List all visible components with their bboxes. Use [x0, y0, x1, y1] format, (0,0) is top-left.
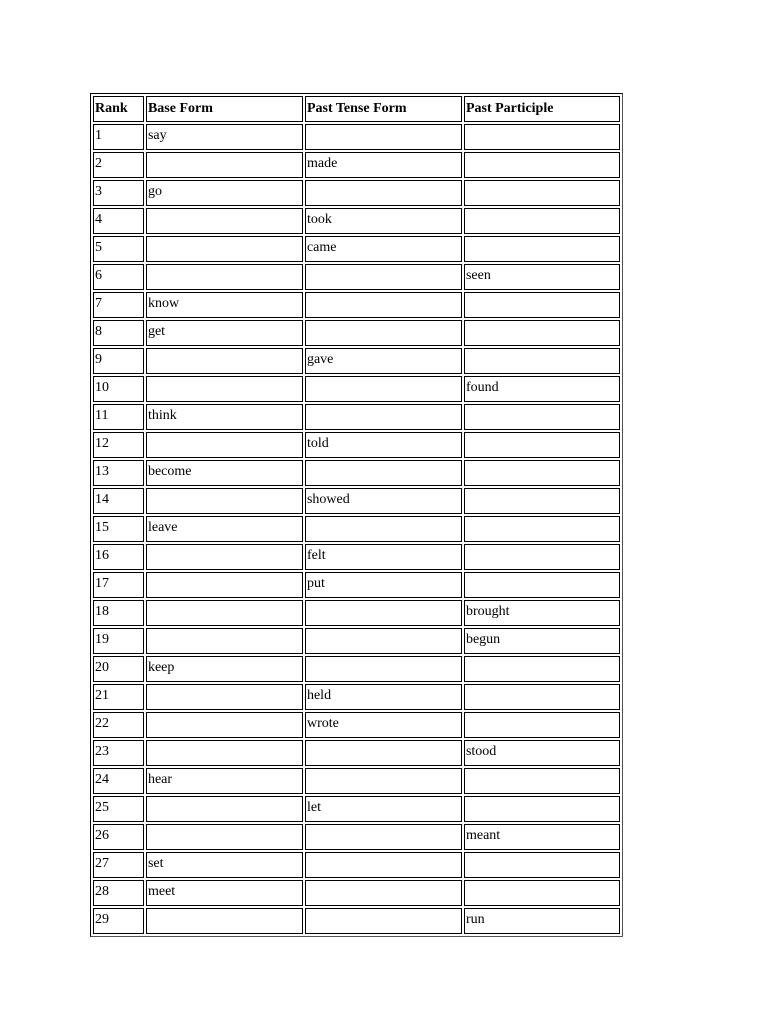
table-row [93, 656, 620, 682]
table-row [93, 684, 620, 710]
past-participle-cell [464, 236, 620, 262]
table-row [93, 124, 620, 150]
table-row [93, 404, 620, 430]
past-tense-cell [305, 320, 462, 346]
table-row [93, 320, 620, 346]
rank-cell: 9 [93, 348, 144, 374]
past-tense-cell: put [305, 572, 462, 598]
past-tense-cell [305, 292, 462, 318]
base-form-cell [146, 572, 303, 598]
base-form-cell: keep [146, 656, 303, 682]
base-form-cell [146, 236, 303, 262]
base-form-cell [146, 376, 303, 402]
rank-cell: 7 [93, 292, 144, 318]
rank-cell: 18 [93, 600, 144, 626]
base-form-cell [146, 628, 303, 654]
base-form-cell [146, 740, 303, 766]
past-participle-cell [464, 572, 620, 598]
base-form-cell [146, 712, 303, 738]
base-form-cell: set [146, 852, 303, 878]
base-form-cell [146, 488, 303, 514]
past-tense-cell: came [305, 236, 462, 262]
base-form-cell [146, 796, 303, 822]
past-tense-cell [305, 656, 462, 682]
past-tense-cell [305, 124, 462, 150]
past-tense-cell [305, 516, 462, 542]
past-tense-cell: showed [305, 488, 462, 514]
table-row [93, 852, 620, 878]
past-participle-cell [464, 544, 620, 570]
past-tense-cell: made [305, 152, 462, 178]
rank-cell: 16 [93, 544, 144, 570]
rank-cell: 12 [93, 432, 144, 458]
rank-cell: 23 [93, 740, 144, 766]
table-row [93, 348, 620, 374]
rank-cell: 26 [93, 824, 144, 850]
past-tense-cell [305, 824, 462, 850]
past-participle-cell: brought [464, 600, 620, 626]
past-tense-cell: let [305, 796, 462, 822]
base-form-cell [146, 432, 303, 458]
past-participle-cell [464, 796, 620, 822]
base-form-cell: think [146, 404, 303, 430]
past-tense-cell: held [305, 684, 462, 710]
base-form-cell: become [146, 460, 303, 486]
rank-cell: 1 [93, 124, 144, 150]
past-tense-cell [305, 376, 462, 402]
past-participle-cell: begun [464, 628, 620, 654]
header-row [93, 96, 620, 122]
rank-cell: 17 [93, 572, 144, 598]
rank-cell: 14 [93, 488, 144, 514]
table-row [93, 376, 620, 402]
rank-cell: 27 [93, 852, 144, 878]
table-row [93, 712, 620, 738]
table-row [93, 740, 620, 766]
base-form-cell: get [146, 320, 303, 346]
base-form-cell [146, 264, 303, 290]
header-past-tense-form: Past Tense Form [305, 96, 462, 122]
past-tense-cell [305, 880, 462, 906]
base-form-cell: hear [146, 768, 303, 794]
past-participle-cell [464, 124, 620, 150]
rank-cell: 24 [93, 768, 144, 794]
rank-cell: 5 [93, 236, 144, 262]
rank-cell: 29 [93, 908, 144, 934]
rank-cell: 2 [93, 152, 144, 178]
past-tense-cell: told [305, 432, 462, 458]
base-form-cell: meet [146, 880, 303, 906]
header-base-form: Base Form [146, 96, 303, 122]
rank-cell: 20 [93, 656, 144, 682]
past-tense-cell [305, 768, 462, 794]
table-row [93, 236, 620, 262]
rank-cell: 13 [93, 460, 144, 486]
rank-cell: 19 [93, 628, 144, 654]
past-participle-cell [464, 880, 620, 906]
past-tense-cell [305, 908, 462, 934]
past-tense-cell: felt [305, 544, 462, 570]
table-row [93, 628, 620, 654]
past-tense-cell [305, 600, 462, 626]
base-form-cell [146, 600, 303, 626]
rank-cell: 15 [93, 516, 144, 542]
past-participle-cell [464, 320, 620, 346]
rank-cell: 8 [93, 320, 144, 346]
base-form-cell: say [146, 124, 303, 150]
table-row [93, 544, 620, 570]
past-participle-cell [464, 656, 620, 682]
table-row [93, 180, 620, 206]
past-participle-cell [464, 404, 620, 430]
past-tense-cell [305, 264, 462, 290]
base-form-cell: go [146, 180, 303, 206]
header-past-participle: Past Participle [464, 96, 620, 122]
table-row [93, 264, 620, 290]
base-form-cell [146, 208, 303, 234]
base-form-cell [146, 824, 303, 850]
table-row [93, 796, 620, 822]
rank-cell: 3 [93, 180, 144, 206]
table-row [93, 460, 620, 486]
past-participle-cell: meant [464, 824, 620, 850]
rank-cell: 22 [93, 712, 144, 738]
rank-cell: 28 [93, 880, 144, 906]
past-participle-cell: seen [464, 264, 620, 290]
past-participle-cell [464, 152, 620, 178]
past-tense-cell [305, 180, 462, 206]
past-participle-cell [464, 712, 620, 738]
past-participle-cell [464, 292, 620, 318]
rank-cell: 21 [93, 684, 144, 710]
table-row [93, 292, 620, 318]
table-row [93, 488, 620, 514]
past-participle-cell [464, 516, 620, 542]
table-row [93, 908, 620, 934]
table-row [93, 208, 620, 234]
past-tense-cell [305, 852, 462, 878]
header-rank: Rank [93, 96, 144, 122]
past-tense-cell: gave [305, 348, 462, 374]
past-participle-cell [464, 684, 620, 710]
rank-cell: 4 [93, 208, 144, 234]
base-form-cell: know [146, 292, 303, 318]
rank-cell: 11 [93, 404, 144, 430]
past-participle-cell [464, 488, 620, 514]
table-row [93, 152, 620, 178]
past-participle-cell [464, 852, 620, 878]
past-participle-cell [464, 432, 620, 458]
past-participle-cell [464, 768, 620, 794]
past-participle-cell [464, 208, 620, 234]
table-row [93, 516, 620, 542]
past-participle-cell [464, 460, 620, 486]
base-form-cell: leave [146, 516, 303, 542]
base-form-cell [146, 684, 303, 710]
table-row [93, 880, 620, 906]
base-form-cell [146, 348, 303, 374]
past-participle-cell: found [464, 376, 620, 402]
base-form-cell [146, 544, 303, 570]
past-tense-cell [305, 404, 462, 430]
past-participle-cell: run [464, 908, 620, 934]
table-row [93, 572, 620, 598]
table-body [93, 124, 620, 934]
past-participle-cell [464, 180, 620, 206]
rank-cell: 10 [93, 376, 144, 402]
past-tense-cell [305, 628, 462, 654]
past-tense-cell [305, 740, 462, 766]
base-form-cell [146, 908, 303, 934]
past-tense-cell: wrote [305, 712, 462, 738]
rank-cell: 25 [93, 796, 144, 822]
past-participle-cell [464, 348, 620, 374]
table-row [93, 600, 620, 626]
table-row [93, 824, 620, 850]
past-participle-cell: stood [464, 740, 620, 766]
table-row [93, 432, 620, 458]
past-tense-cell [305, 460, 462, 486]
past-tense-cell: took [305, 208, 462, 234]
table-row [93, 768, 620, 794]
verb-forms-table [90, 93, 623, 937]
base-form-cell [146, 152, 303, 178]
rank-cell: 6 [93, 264, 144, 290]
